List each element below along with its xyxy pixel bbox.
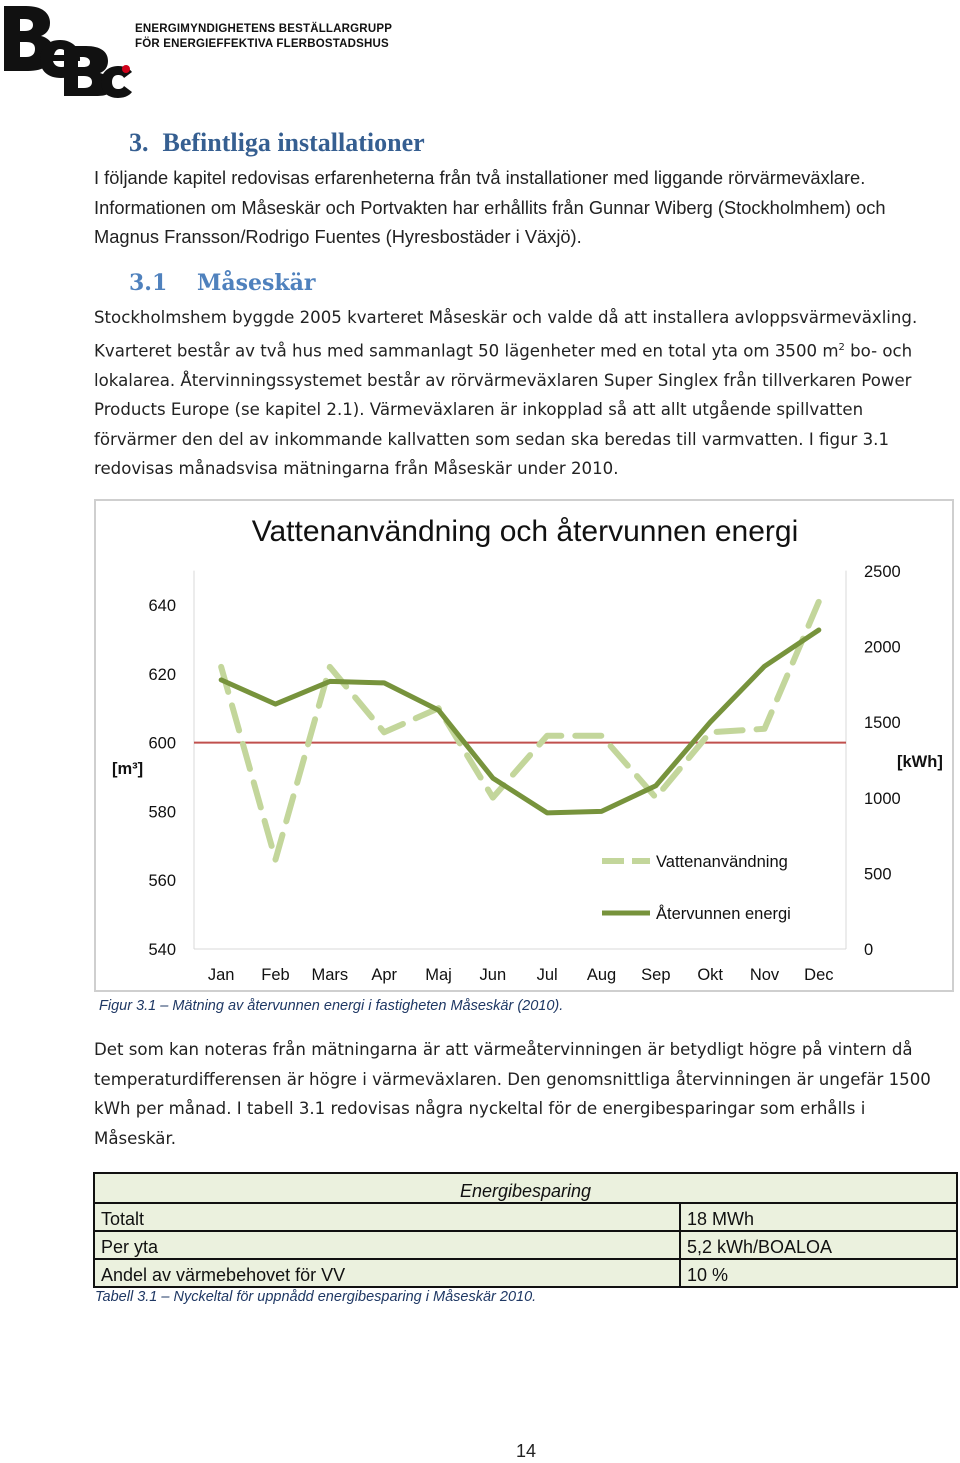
- x-tick-label: Jun: [479, 966, 507, 984]
- section-heading: [129, 128, 425, 158]
- left-tick-label: 620: [148, 665, 176, 684]
- x-tick-label: Okt: [697, 966, 724, 984]
- table-row: [94, 1259, 957, 1287]
- energy-savings-table: [93, 1172, 958, 1288]
- result-paragraph: [94, 1035, 944, 1153]
- table-caption: Tabell 3.1 – Nyckeltal för uppnådd energibesparing i Måseskär 2010.: [95, 1289, 537, 1305]
- section-title: Befintliga installationer: [162, 128, 425, 157]
- paragraph-line: Det som kan noteras från mätningarna är att värmeåtervinningen är betydligt högre på vintern då: [94, 1040, 913, 1059]
- paragraph-line: kWh per månad. I tabell 3.1 redovisas några nyckeltal för de energibesparingar som erhålls i: [94, 1099, 866, 1118]
- table-row: [94, 1231, 957, 1259]
- left-tick-label: 540: [148, 941, 176, 959]
- table-cell-value: 18 MWh: [680, 1203, 957, 1231]
- series-energy-line: [221, 630, 819, 813]
- paragraph-line: förvärmer den del av inkommande kallvatten som sedan ska beredas till varmvatten. I figur 3.1: [94, 429, 890, 449]
- org-line-2: FÖR ENERGIEFFEKTIVA FLERBOSTADSHUS: [135, 38, 389, 50]
- maseskar-paragraph: [94, 303, 944, 484]
- series-water-line: [221, 602, 819, 860]
- left-axis-unit: [m³]: [112, 760, 144, 778]
- bebo-logo: [2, 2, 134, 98]
- x-tick-label: Aug: [586, 966, 617, 984]
- right-tick-label: 1500: [864, 714, 901, 733]
- left-tick-label: 560: [148, 872, 176, 891]
- page-number: 14: [515, 1441, 537, 1461]
- intro-line: Informationen om Måseskär och Portvakten har erhållits från Gunnar Wiberg (Stockholmhem) och: [94, 196, 886, 218]
- x-tick-label: Maj: [425, 966, 452, 984]
- figure-caption: Figur 3.1 – Mätning av återvunnen energi i fastigheten Måseskär (2010).: [99, 998, 564, 1014]
- x-tick-label: Mars: [311, 966, 349, 984]
- paragraph-text: Kvarteret består av två hus med sammanlagt 50 lägenheter med en total yta om 3500 m: [94, 341, 839, 361]
- left-tick-label: 580: [148, 803, 176, 822]
- table-cell-value: 10 %: [680, 1259, 957, 1287]
- left-tick-label: 600: [148, 734, 176, 753]
- org-line-1: ENERGIMYNDIGHETENS BESTÄLLARGRUPP: [135, 23, 393, 35]
- right-tick-label: 0: [864, 941, 874, 959]
- right-tick-label: 2500: [864, 563, 901, 581]
- paragraph-line: Products Europe (se kapitel 2.1). Värmeväxlaren är inkopplad så att allt utgående spillvatten: [94, 400, 864, 420]
- table-header: Energibesparing: [94, 1173, 957, 1203]
- legend-label-energy: Återvunnen energi: [656, 905, 791, 923]
- subsection-number: 3.1: [129, 270, 168, 296]
- right-tick-label: 2000: [864, 638, 901, 657]
- right-tick-label: 500: [864, 865, 892, 884]
- table-cell-label: Per yta: [94, 1231, 680, 1259]
- table-cell-value: 5,2 kWh/BOALOA: [680, 1231, 957, 1259]
- section-number: 3.: [129, 128, 149, 157]
- right-axis-unit: [kWh]: [897, 753, 943, 771]
- x-tick-label: Jul: [536, 966, 558, 984]
- left-tick-label: 640: [148, 597, 176, 615]
- paragraph-line: temperaturdifferensen är högre i värmeväxlaren. Den genomsnittliga återvinningen är ungefär 1500: [94, 1069, 931, 1089]
- water-energy-chart: [94, 499, 954, 992]
- x-tick-label: Jan: [207, 966, 235, 984]
- paragraph-line: Stockholmshem byggde 2005 kvarteret Måseskär och valde då att installera avloppsvärmeväxling.: [94, 308, 918, 327]
- paragraph-text: bo- och: [844, 341, 913, 361]
- intro-paragraph: [94, 163, 944, 252]
- table-header-row: [94, 1173, 957, 1203]
- x-tick-label: Sep: [641, 966, 671, 984]
- paragraph-line: [94, 333, 944, 366]
- table-cell-label: Andel av värmebehovet för VV: [94, 1259, 680, 1287]
- paragraph-line: Måseskär.: [94, 1128, 177, 1148]
- intro-line: Magnus Fransson/Rodrigo Fuentes (Hyresbostäder i Växjö).: [94, 226, 582, 247]
- intro-line: I följande kapitel redovisas erfarenheterna från två installationer med liggande rörvärmeväxlare.: [94, 167, 866, 188]
- table-cell-label: Totalt: [94, 1203, 680, 1231]
- x-tick-label: Nov: [749, 966, 780, 984]
- subsection-heading: [129, 270, 315, 296]
- x-tick-label: Dec: [804, 966, 834, 984]
- table-row: [94, 1203, 957, 1231]
- superscript-2: 2: [838, 341, 845, 353]
- legend-label-water: Vattenanvändning: [656, 853, 788, 871]
- org-name: [135, 22, 392, 52]
- subsection-title: Måseskär: [197, 270, 316, 296]
- paragraph-line: redovisas månadsvisa mätningarna från Måseskär under 2010.: [94, 459, 619, 479]
- x-tick-label: Feb: [261, 966, 290, 984]
- chart-title: Vattenanvändning och återvunnen energi: [251, 515, 799, 548]
- x-tick-label: Apr: [371, 966, 398, 984]
- paragraph-line: lokalarea. Återvinningssystemet består av rörvärmeväxlaren Super Singlex från tillverkaren Power: [94, 370, 912, 390]
- right-tick-label: 1000: [864, 789, 901, 808]
